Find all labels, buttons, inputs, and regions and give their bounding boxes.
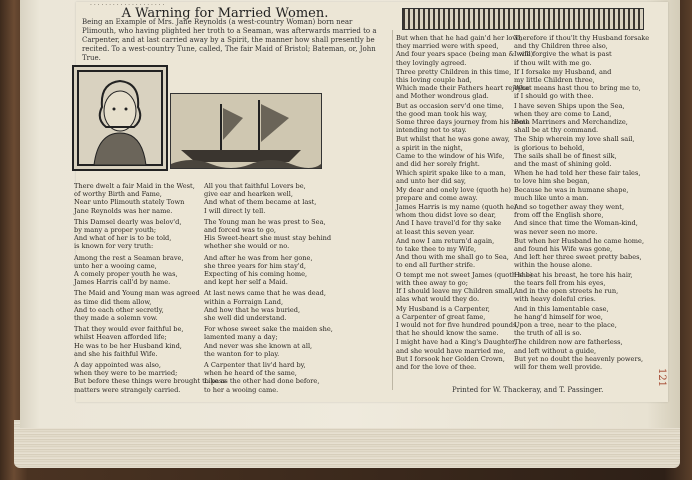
verse-line: The Maid and Young man was agreed [74, 289, 200, 298]
verse-line: I have seven Ships upon the Sea, [514, 101, 625, 110]
verse-line: and Mother wondrous glad. [396, 92, 489, 101]
verse-line: And never was she known at all, [204, 341, 313, 350]
verse-line: And since that time the Woman-kind, [514, 219, 638, 228]
stanza [514, 271, 644, 304]
verse-line: James Harris call'd by name. [74, 278, 171, 287]
verse-line: if thou wilt with me go. [514, 58, 592, 67]
verse-line: is known for very truth: [74, 242, 154, 251]
stanza [396, 237, 512, 270]
verse-line: And in the open streets he run, [514, 287, 619, 296]
verse-line: If I should leave my Children small, [396, 287, 515, 296]
verse-line: Expecting of his coming home, [204, 270, 308, 279]
verse-line: His Sweet-heart she must stay behind [204, 234, 332, 243]
stanza [74, 361, 226, 394]
verse-line: she three years for him stay'd, [204, 261, 306, 270]
stanza [396, 203, 517, 236]
stanza [204, 254, 344, 287]
verse-line: All you that faithful Lovers be, [204, 182, 306, 190]
verse-line: and unto her did say, [396, 177, 467, 186]
left-column-b [204, 182, 344, 397]
verse-line: and for the love of thee. [396, 362, 477, 371]
verse-line: intending not to stay. [396, 126, 467, 135]
verse-line: the wanton for to play. [204, 349, 280, 358]
stanza [514, 102, 644, 135]
stanza [514, 338, 644, 371]
verse-line: and left without a guide, [514, 346, 597, 355]
verse-line: Some three days journey from his home [396, 118, 530, 127]
verse-line: Near unto Plimouth stately Town [74, 198, 185, 207]
verse-line: lamented many a day; [204, 333, 278, 342]
stanza [74, 218, 206, 251]
verse-line: whether she would or no. [204, 242, 290, 251]
verse-line: was never seen no more. [514, 227, 598, 236]
verse-line: they made a solemn vow. [74, 314, 158, 323]
verse-line: to love him she began, [514, 177, 590, 186]
verse-line: And now I am return'd again, [396, 236, 495, 245]
stanza [74, 254, 206, 287]
stanza [204, 182, 344, 215]
verse-line: Upon a tree, near to the place, [514, 320, 617, 329]
stanza [514, 135, 644, 168]
verse-line: Which made their Fathers heart rejoyce [396, 84, 530, 93]
verse-line: When he had told her these fair tales, [514, 169, 641, 178]
verse-line: The children now are fatherless, [514, 338, 623, 347]
verse-line: whom thou didst love so dear, [396, 211, 496, 220]
verse-line: Came to the window of his Wife, [396, 151, 505, 160]
ship-woodcut [170, 93, 322, 169]
verse-line: unto her a wooing came, [74, 261, 157, 270]
verse-line: when they are come to Land, [514, 109, 612, 118]
verse-line: He was to be her Husband kind, [74, 341, 182, 350]
verse-line: My dear and onely love (quoth he) [396, 185, 511, 194]
verse-line: This Damsel dearly was belov'd, [74, 217, 182, 226]
verse-line: the good man took his way, [396, 109, 487, 118]
stanza [396, 67, 530, 101]
verse-line: prepare and come away. [396, 193, 478, 202]
verse-line: when he heard of the same, [204, 369, 297, 378]
verse-line: Like as the other had done before, [204, 377, 320, 386]
verse-line: to end all further strife. [396, 261, 476, 270]
stanza [514, 34, 650, 67]
verse-line: And four years space (being man & wife) [396, 50, 534, 59]
verse-line: And in this lamentable case, [514, 304, 609, 313]
verse-line: If I forsake my Husband, and [514, 67, 612, 76]
verse-line: matters were strangely carried. [74, 385, 181, 394]
verse-line: He beat his breast, he tore his hair, [514, 270, 633, 279]
ballad-title: A Warning for Married Women. [121, 6, 329, 21]
verse-line: she well did understand. [204, 314, 287, 323]
page-number: 121 [656, 367, 668, 388]
verse-line: a Carpenter of great fame, [396, 312, 486, 321]
verse-line: with heavy doleful cries. [514, 295, 596, 304]
verse-line: But when that he had gain'd her love, [396, 34, 523, 42]
verse-line: And after he was from her gone, [204, 253, 313, 262]
verse-line: A day appointed was also, [74, 361, 161, 370]
verse-line: That they would ever faithful be, [74, 325, 184, 334]
verse-line: the truth of all is so. [514, 329, 582, 338]
verse-line: Both Marriners and Merchandize, [514, 118, 628, 127]
stanza [396, 135, 512, 168]
verse-line: that he should know the same. [396, 329, 499, 338]
verse-line: they lovingly agreed. [396, 58, 467, 67]
right-column-b [514, 34, 650, 372]
verse-line: will for them well provide. [514, 362, 603, 371]
verse-line: Among the rest a Seaman brave, [74, 253, 184, 262]
stanza [74, 325, 206, 358]
verse-line: At last news came that he was dead, [204, 289, 326, 298]
verse-line: alas what would they do. [396, 295, 480, 304]
verse-line: and did her sorely fright. [396, 160, 480, 169]
stanza [396, 169, 512, 202]
stanza [396, 270, 533, 304]
verse-line: A Carpenter that liv'd hard by, [204, 361, 306, 370]
verse-line: and she his faithful Wife. [74, 349, 158, 358]
decorative-border [402, 8, 644, 30]
verse-line: the tears fell from his eyes, [514, 278, 606, 287]
stanza [204, 289, 344, 322]
verse-line: when they were to be married; [74, 369, 178, 378]
verse-line: For whose sweet sake the maiden she, [204, 325, 333, 334]
stanza [74, 182, 206, 215]
verse-line: I would not for five hundred pounds, [396, 320, 519, 329]
verse-line: But yet no doubt the heavenly powers, [514, 354, 644, 363]
verse-line: to her a wooing came. [204, 385, 279, 394]
verse-line: James Harris is my name (quoth he) [396, 203, 517, 212]
verse-line: Jane Reynolds was her name. [74, 206, 173, 215]
verse-line: and thy Children three also, [514, 42, 608, 51]
verse-line: from off the English shore, [514, 211, 604, 220]
verse-line: Which spirit spake like to a man, [396, 169, 506, 178]
verse-line: give ear and hearken well, [204, 190, 293, 199]
printer-imprint: Printed for W. Thackeray, and T. Passinger. [452, 386, 604, 394]
verse-line: and found his Wife was gone, [514, 245, 613, 254]
verse-line: And how that he was buried, [204, 305, 301, 314]
stanza [514, 169, 644, 202]
verse-line: The Young man he was prest to Sea, [204, 217, 326, 226]
verse-line: I might have had a King's Daughter, [396, 338, 517, 347]
verse-line: But when her Husband he came home, [514, 236, 645, 245]
verse-line: And so together away they went, [514, 203, 625, 212]
verse-line: But before these things were brought to pass [74, 377, 226, 386]
verse-line: The sails shall be of finest silk, [514, 151, 617, 160]
verse-line: within a Forraign Land, [204, 297, 284, 306]
stanza [204, 218, 344, 251]
verse-line: But I forsook her Golden Crown, [396, 354, 505, 363]
verse-line: of worthy Birth and Fame, [74, 190, 162, 199]
verse-line: The Ship wherein my love shall sail, [514, 135, 635, 144]
verse-line: My Husband is a Carpenter, [396, 304, 490, 313]
verse-line: And I have travel'd for thy sake [396, 219, 502, 228]
verse-line: they married were with speed, [396, 42, 499, 51]
stanza [514, 305, 644, 338]
verse-line: whilst Heaven afforded life; [74, 333, 167, 342]
verse-line: if I should go with thee. [514, 92, 594, 101]
stanza [396, 304, 519, 338]
stanza [204, 325, 344, 358]
verse-line: a spirit in the night, [396, 143, 463, 152]
verse-line: and the mast of shining gold. [514, 160, 612, 169]
verse-line: But whilst that he was gone away, [396, 135, 510, 144]
verse-line: Because he was in humane shape, [514, 185, 629, 194]
verse-line: and she would have married me, [396, 346, 506, 355]
verse-line: to take thee to my Wife, [396, 245, 477, 254]
top-trimmed-text: . . . . . . . . . . . . . . . . . . . . [90, 0, 165, 7]
woman-portrait-woodcut [72, 65, 168, 171]
verse-line: and kept her self a Maid. [204, 278, 288, 287]
verse-line: I will direct ly tell. [204, 206, 266, 215]
verse-line: And what of them became at last, [204, 198, 317, 207]
verse-line: O tempt me not sweet James (quoth she) [396, 270, 533, 279]
stanza [514, 237, 644, 270]
right-column-a [396, 34, 534, 372]
stanza [396, 34, 534, 67]
verse-line: Three pretty Children in this time, [396, 67, 512, 76]
verse-line: my little Children three, [514, 76, 595, 85]
verse-line: shall be at thy command. [514, 126, 599, 135]
verse-line: What means hast thou to bring me to, [514, 84, 641, 93]
column-divider [392, 30, 393, 390]
verse-line: is glorious to behold, [514, 143, 585, 152]
stanza [74, 289, 206, 322]
verse-line: And to each other secretly, [74, 305, 164, 314]
stanza [396, 338, 517, 371]
ballad-intro: Being an Example of Mrs. Jane Reynolds (a west-country Woman) born near Plimouth, who having plighted her troth to a Seaman, was afterwards married to a Carpenter, and at last carried away by a Spirit, the manner how shall presently be recited. To a west-country Tune, called, The fair Maid of Bristol; Bateman, or, John True. [82, 18, 377, 62]
left-column-a [74, 182, 226, 397]
stanza [204, 361, 344, 394]
verse-line: this loving couple had, [396, 76, 472, 85]
verse-line: Therefore if thou'lt thy Husband forsake [514, 34, 650, 42]
verse-line: and forced was to go, [204, 226, 277, 235]
stanza [396, 101, 530, 135]
verse-line: And what of her is to be told, [74, 234, 172, 243]
verse-line: But as occasion serv'd one time, [396, 101, 504, 110]
verse-line: A comely proper youth he was, [74, 270, 178, 279]
stanza [514, 68, 644, 101]
verse-line: I will forgive the what is past [514, 50, 612, 59]
verse-line: as time did them allow, [74, 297, 152, 306]
verse-line: much like unto a man. [514, 193, 589, 202]
verse-line: And thou with me shall go to Sea, [396, 253, 509, 262]
verse-line: by many a proper youth; [74, 226, 157, 235]
verse-line: And left her three sweet pretty babes, [514, 253, 642, 262]
verse-line: There dwelt a fair Maid in the West, [74, 182, 195, 190]
verse-line: with thee away to go; [396, 278, 468, 287]
verse-line: within the house alone. [514, 261, 593, 270]
verse-line: he hang'd himself for woe, [514, 312, 603, 321]
stanza [514, 203, 644, 236]
verse-line: at least this seven year. [396, 227, 475, 236]
